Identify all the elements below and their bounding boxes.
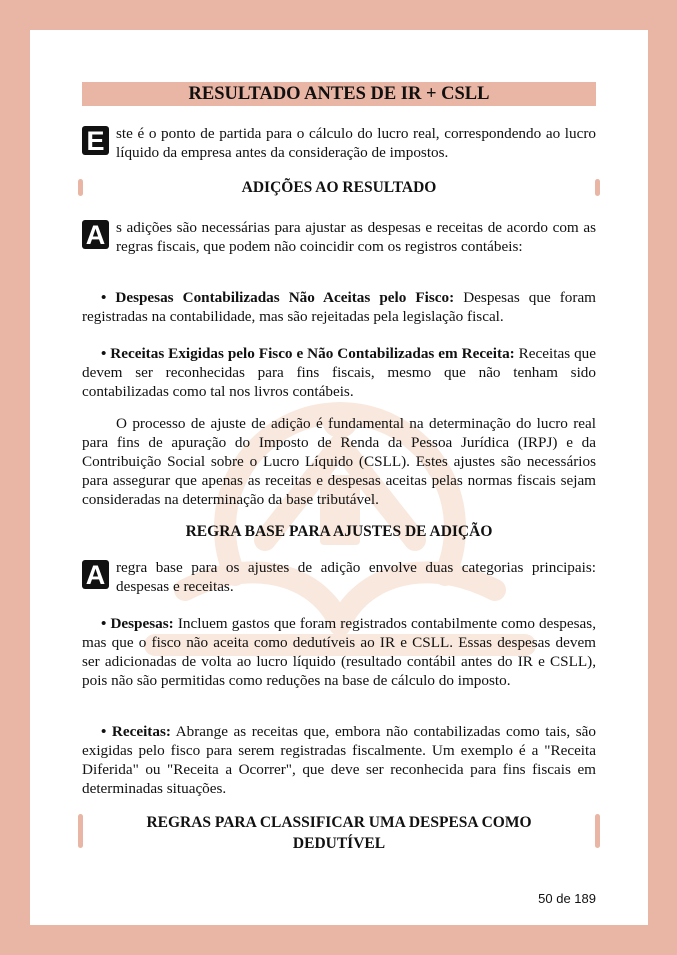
bullet-label: • Despesas Contabilizadas Não Aceitas pelo Fisco: <box>101 289 455 306</box>
bullet-label: • Receitas Exigidas pelo Fisco e Não Contabilizadas em Receita: <box>101 345 515 362</box>
adicoes-intro-paragraph <box>82 218 596 256</box>
section-title-regra-base: REGRA BASE PARA AJUSTES DE ADIÇÃO <box>185 523 493 540</box>
regra-base-intro-paragraph <box>82 558 596 596</box>
bullet-text: Incluem gastos que foram registrados contabilmente como despesas, mas que o fisco não aceita como dedutíveis ao IR e CSLL. Essas despesas devem ser adicionadas de volta ao lucro líquido (resultado contábil antes do IR e CSLL), pois não são permitidas como reduções na base de cálculo do imposto. <box>82 615 596 689</box>
section-title-adicoes <box>78 178 600 198</box>
section-tick-left <box>78 814 83 848</box>
dropcap: A <box>82 220 109 249</box>
bullet-label: • Receitas: <box>101 723 171 740</box>
section-tick-right <box>595 179 600 196</box>
section-title-regras-dedutivel <box>78 812 600 854</box>
regra-base-intro-text: regra base para os ajustes de adição envolve duas categorias principais: despesas e receitas. <box>116 559 596 595</box>
document-page <box>30 30 648 925</box>
bullet-text: Abrange as receitas que, embora não contabilizadas como tais, são exigidas pelo fisco para serem registradas fiscalmente. Um exemplo é a "Receita Diferida" ou "Receita a Ocorrer", que deve ser reconhecida para fins fiscais em determinadas situações. <box>82 723 596 797</box>
page-title: RESULTADO ANTES DE IR + CSLL <box>82 82 596 106</box>
section-tick-left <box>78 179 83 196</box>
page-number: 50 de 189 <box>538 891 596 906</box>
bullet-text: Despesas que foram registradas na contabilidade, mas são rejeitadas pela legislação fiscal. <box>82 289 596 325</box>
bullet-despesas <box>82 614 596 690</box>
bullet-despesas-contabilizadas <box>82 288 596 326</box>
dropcap: E <box>82 126 109 155</box>
bullet-receitas <box>82 722 596 798</box>
intro-paragraph <box>82 124 596 162</box>
section-title-text: ADIÇÕES AO RESULTADO <box>241 179 437 196</box>
adicoes-closing-paragraph: O processo de ajuste de adição é fundamental na determinação do lucro real para fins de apuração do Imposto de Renda da Pessoa Jurídica (IRPJ) e da Contribuição Social sobre o Lucro Líquido (CSLL). Estes ajustes são necessários para assegurar que apenas as receitas e despesas aceitas pelas normas fiscais sejam consideradas na determinação da base tributável. <box>82 415 596 508</box>
bullet-label: • Despesas: <box>101 615 174 632</box>
section-tick-right <box>595 814 600 848</box>
adicoes-intro-text: s adições são necessárias para ajustar as despesas e receitas de acordo com as regras fiscais, que podem não coincidir com os registros contábeis: <box>116 219 596 255</box>
intro-text: ste é o ponto de partida para o cálculo do lucro real, correspondendo ao lucro líquido da empresa antes da consideração de impostos. <box>116 125 596 161</box>
section-title-text: REGRAS PARA CLASSIFICAR UMA DESPESA COMO DEDUTÍVEL <box>146 814 532 852</box>
bullet-text: Receitas que devem ser reconhecidas para fins fiscais, mesmo que não tenham sido contabilizadas como tal nos livros contábeis. <box>82 345 597 400</box>
bullet-receitas-exigidas <box>82 344 596 401</box>
dropcap: A <box>82 560 109 589</box>
